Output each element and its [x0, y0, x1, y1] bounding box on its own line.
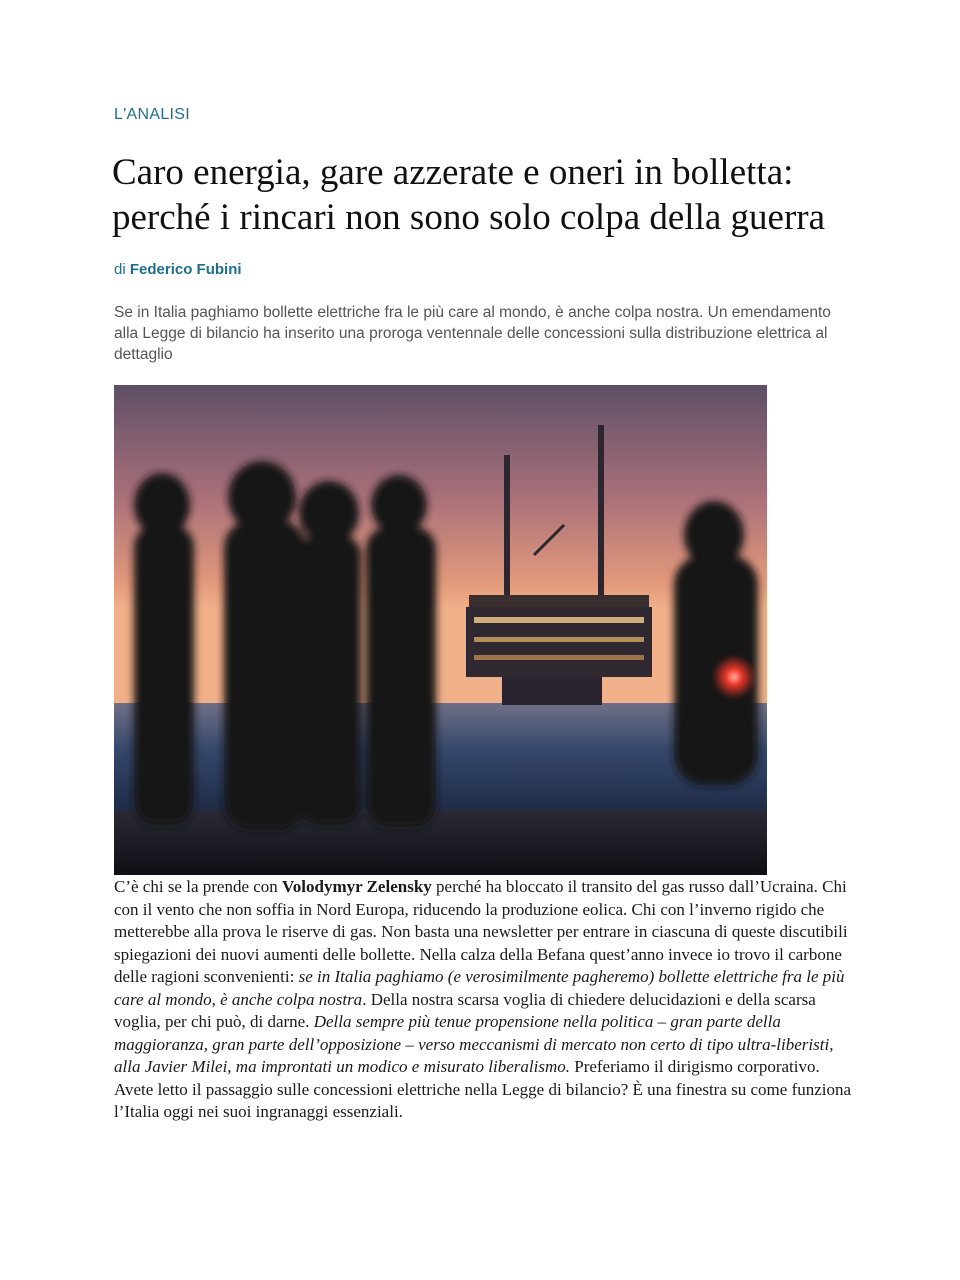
section-kicker[interactable]: L'ANALISI: [114, 106, 191, 123]
body-segment: C’è chi se la prende con: [114, 877, 283, 896]
headline-line-2: perché i rincari non sono solo colpa della guerra: [112, 197, 826, 238]
body-segment: Preferiamo il dirigismo corporativo. Avete letto il passaggio sulle concessioni elettriche nella Legge di bilancio? È una finestra su come funziona l’Italia oggi nei suoi ingranaggi essenziali.: [114, 1057, 852, 1121]
photo-sea: [114, 703, 767, 823]
photo-sky: [114, 385, 767, 705]
photo-shore: [114, 810, 767, 875]
byline-prefix: di: [114, 261, 126, 278]
body-segment: perché ha bloccato il transito del gas russo dall’Ucraina. Chi con il vento che non soffia in Nord Europa, riducendo la produzione eolica. Chi con l’inverno rigido che metterebbe alla prova le riserve di gas. Non basta una newsletter per entrare in ciascuna di queste discutibili spiegazioni dei nuovi aumenti delle bollette. Nella calza della Befana quest’anno invece io trovo il carbone delle ragioni sconvenienti:: [114, 877, 848, 986]
headline-line-1: Caro energia, gare azzerate e oneri in bolletta:: [112, 152, 794, 193]
byline: [114, 261, 242, 278]
body-segment: . Della nostra scarsa voglia di chiedere delucidazioni e della scarsa voglia, per chi può, di darne.: [114, 989, 816, 1031]
author-link[interactable]: Federico Fubini: [129, 261, 242, 278]
article-photo[interactable]: [114, 385, 767, 875]
article-headline: [112, 150, 872, 240]
article-body: [114, 876, 854, 1124]
red-light: [712, 655, 756, 699]
body-bold-name: Volodymyr Zelensky: [282, 877, 432, 896]
article-summary: Se in Italia paghiamo bollette elettriche fra le più care al mondo, è anche colpa nostra. Un emendamento alla Legge di bilancio ha inserito una proroga ventennale delle concessioni sulla distribuzione elettrica al dettaglio: [114, 304, 831, 363]
body-italic-segment: se in Italia paghiamo (e verosimilmente pagheremo) bollette elettriche fra le più care al mondo, è anche colpa nostra: [114, 967, 845, 1009]
body-italic-segment: Della sempre più tenue propensione nella politica – gran parte della maggioranza, gran parte dell’opposizione – verso meccanismi di mercato non certo di tipo ultra-liberisti, alla Javier Milei, ma improntati un modico e misurato liberalismo.: [114, 1012, 834, 1076]
